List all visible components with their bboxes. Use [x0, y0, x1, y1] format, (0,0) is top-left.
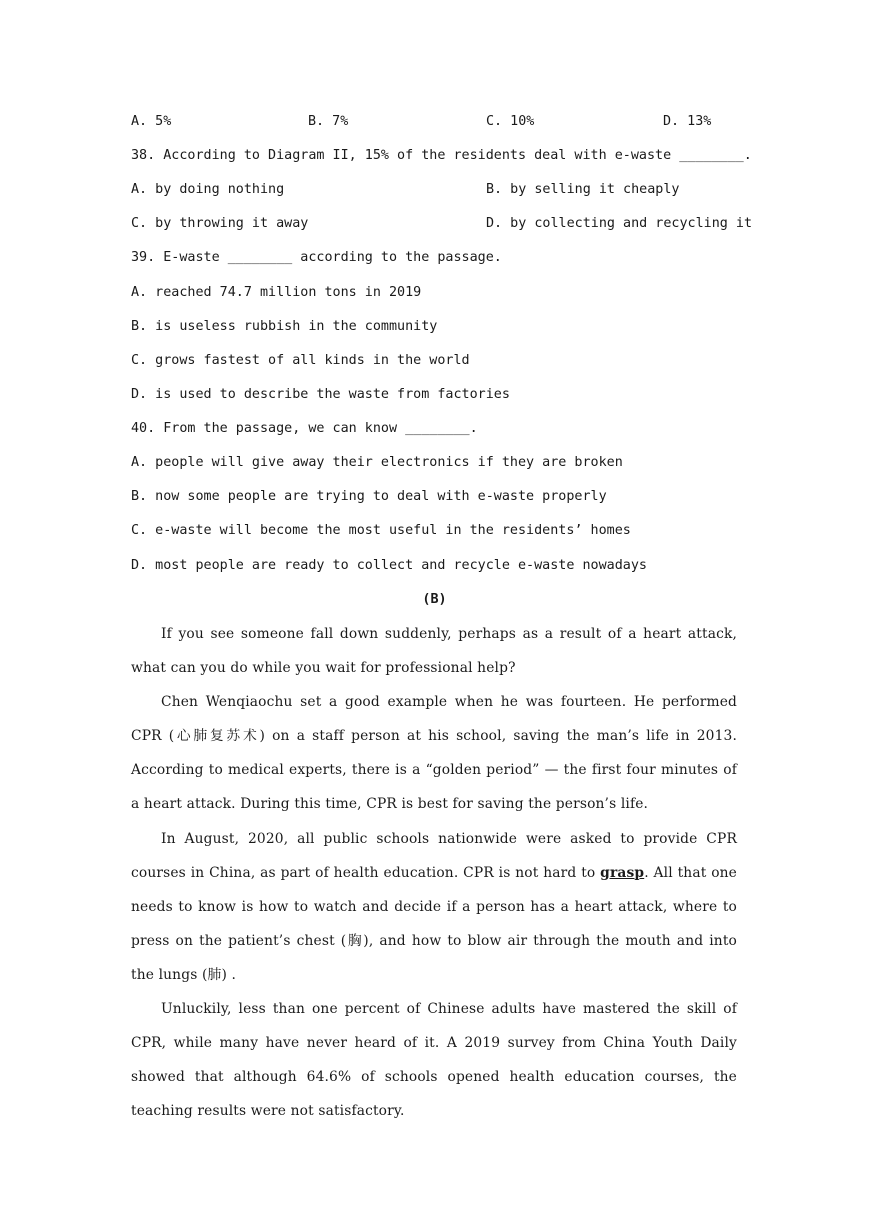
q40-option-d[interactable]: D. most people are ready to collect and recycle e-waste nowadays: [131, 558, 647, 573]
passage-paragraph-1: If you see someone fall down suddenly, perhaps as a result of a heart attack, what can you do while you wait for professional help?: [131, 626, 737, 677]
q38-stem: 38. According to Diagram II, 15% of the residents deal with e-waste ________.: [131, 148, 752, 163]
section-b-heading: (B): [422, 592, 447, 607]
q38-option-d[interactable]: D. by collecting and recycling it: [486, 216, 753, 231]
q37-option-b[interactable]: B. 7%: [308, 114, 349, 129]
paragraph-3-text-end: . All that one needs to know is how to watch and decide if a person has a heart attack, where to press on the patient’s chest (胸), and how to blow air through the mouth and into the lungs (肺) .: [131, 865, 738, 984]
q40-option-a[interactable]: A. people will give away their electronics if they are broken: [131, 455, 623, 470]
q37-option-a[interactable]: A. 5%: [131, 114, 172, 129]
passage-paragraph-3: [131, 822, 737, 992]
q40-option-c[interactable]: C. e-waste will become the most useful in the residents’ homes: [131, 523, 631, 538]
q39-option-b[interactable]: B. is useless rubbish in the community: [131, 319, 438, 334]
passage-paragraph-4: Unluckily, less than one percent of Chinese adults have mastered the skill of CPR, while many have never heard of it. A 2019 survey from China Youth Daily showed that although 64.6% of schools opened health education courses, the teaching results were not satisfactory.: [131, 1001, 737, 1120]
q38-option-b[interactable]: B. by selling it cheaply: [486, 182, 680, 197]
passage-paragraph-2: Chen Wenqiaochu set a good example when he was fourteen. He performed CPR (心肺复苏术) on a staff person at his school, saving the man’s life in 2013. According to medical experts, there is a “golden period” — the first four minutes of a heart attack. During this time, CPR is best for saving the person’s life.: [131, 694, 737, 813]
q37-option-d[interactable]: D. 13%: [663, 114, 712, 129]
q39-stem: 39. E-waste ________ according to the passage.: [131, 250, 502, 265]
q38-option-a[interactable]: A. by doing nothing: [131, 182, 285, 197]
q40-stem: 40. From the passage, we can know ________.: [131, 421, 478, 436]
q39-option-c[interactable]: C. grows fastest of all kinds in the world: [131, 353, 470, 368]
q38-option-c[interactable]: C. by throwing it away: [131, 216, 309, 231]
q37-option-c[interactable]: C. 10%: [486, 114, 535, 129]
keyword-grasp: grasp: [600, 865, 645, 882]
paragraph-3-text-start: In August, 2020, all public schools nationwide were asked to provide CPR courses in China, as part of health education. CPR is not hard to: [131, 831, 737, 882]
q39-option-d[interactable]: D. is used to describe the waste from factories: [131, 387, 510, 402]
q40-option-b[interactable]: B. now some people are trying to deal with e-waste properly: [131, 489, 607, 504]
q39-option-a[interactable]: A. reached 74.7 million tons in 2019: [131, 285, 422, 300]
